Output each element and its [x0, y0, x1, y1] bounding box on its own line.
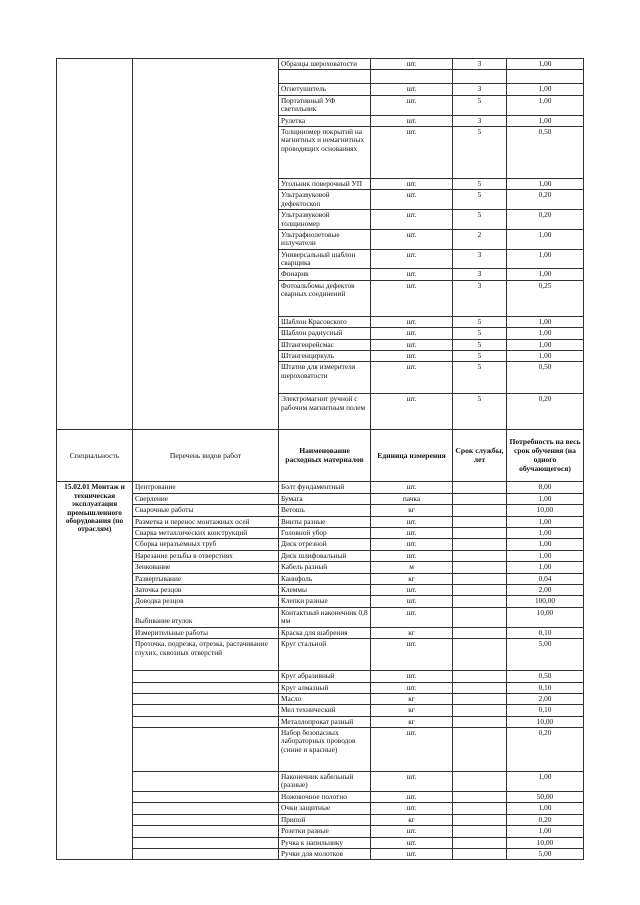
material-cell: Штангенрейсмас	[279, 339, 371, 350]
work-cell: Центрование	[133, 482, 279, 493]
table-header-row	[57, 430, 584, 482]
term-cell	[453, 527, 507, 538]
need-cell: 1,00	[507, 115, 584, 126]
unit-cell: шт.	[371, 792, 453, 803]
material-cell: Канифоль	[279, 573, 371, 584]
term-cell: 5	[453, 190, 507, 210]
material-cell: Клепки разные	[279, 596, 371, 607]
term-cell: 5	[453, 95, 507, 115]
term-cell	[453, 627, 507, 638]
term-cell	[453, 705, 507, 716]
need-cell: 10,00	[507, 837, 584, 848]
need-cell: 1,00	[507, 328, 584, 339]
need-cell: 1,00	[507, 316, 584, 327]
material-cell: Масло	[279, 693, 371, 704]
material-cell: Наконечник кабельный (разные)	[279, 772, 371, 792]
table-row	[57, 814, 584, 825]
work-cell	[133, 705, 279, 716]
unit-cell: шт.	[371, 772, 453, 792]
table-row	[57, 826, 584, 837]
table-row	[57, 584, 584, 595]
work-cell: Доводка резцов	[133, 596, 279, 607]
table-row	[57, 837, 584, 848]
term-cell: 3	[453, 115, 507, 126]
need-cell: 0,25	[507, 280, 584, 316]
material-cell: Круг стальной	[279, 639, 371, 671]
table-row	[57, 671, 584, 682]
unit-cell: шт.	[371, 394, 453, 430]
need-cell: 1,00	[507, 84, 584, 95]
material-cell: Угольник поверочный УП	[279, 178, 371, 189]
work-cell: Выбивание втулок	[133, 607, 279, 627]
unit-cell: кг	[371, 705, 453, 716]
need-cell: 1,00	[507, 249, 584, 269]
materials-table	[56, 58, 584, 860]
material-cell: Фотоальбомы дефектов сварных соединений	[279, 280, 371, 316]
term-cell	[453, 682, 507, 693]
need-cell: 0,20	[507, 728, 584, 772]
unit-cell: шт.	[371, 671, 453, 682]
need-cell: 10,00	[507, 607, 584, 627]
unit-cell: шт.	[371, 596, 453, 607]
work-cell: Сварка металлических конструкций	[133, 527, 279, 538]
material-cell: Металлопрокат разный	[279, 716, 371, 727]
header-works: Перечень видов работ	[133, 430, 279, 482]
term-cell	[453, 693, 507, 704]
unit-cell: пачка	[371, 493, 453, 504]
work-cell: Заточка резцов	[133, 584, 279, 595]
unit-cell: шт.	[371, 584, 453, 595]
term-cell	[453, 837, 507, 848]
material-cell: Ультразвуковой дефектоскоп	[279, 190, 371, 210]
term-cell: 5	[453, 178, 507, 189]
table-row	[57, 493, 584, 504]
material-cell: Диск шлифовальный	[279, 550, 371, 561]
unit-cell: шт.	[371, 95, 453, 115]
term-cell	[453, 505, 507, 516]
material-cell: Винты разные	[279, 516, 371, 527]
term-cell: 5	[453, 316, 507, 327]
unit-cell: шт.	[371, 539, 453, 550]
term-cell	[453, 716, 507, 727]
term-cell	[453, 539, 507, 550]
term-cell	[453, 596, 507, 607]
term-cell: 3	[453, 59, 507, 70]
term-cell: 5	[453, 126, 507, 178]
unit-cell: шт.	[371, 682, 453, 693]
material-cell: Универсальный шаблон сварщика	[279, 249, 371, 269]
need-cell: 1,00	[507, 772, 584, 792]
unit-cell: шт.	[371, 316, 453, 327]
unit-cell: кг	[371, 573, 453, 584]
unit-cell: шт.	[371, 249, 453, 269]
material-cell: Розетки разные	[279, 826, 371, 837]
unit-cell: шт.	[371, 527, 453, 538]
unit-cell: шт.	[371, 550, 453, 561]
term-cell	[453, 814, 507, 825]
material-cell: Припой	[279, 814, 371, 825]
term-cell: 3	[453, 84, 507, 95]
material-cell: Кабель разный	[279, 562, 371, 573]
term-cell	[453, 728, 507, 772]
table-row	[57, 516, 584, 527]
header-unit: Единица измерения	[371, 430, 453, 482]
material-cell: Ручка к напильнику	[279, 837, 371, 848]
need-cell: 2,00	[507, 693, 584, 704]
need-cell: 1,00	[507, 516, 584, 527]
material-cell: Очки защитные	[279, 803, 371, 814]
work-cell	[133, 849, 279, 860]
material-cell: Круг абразивный	[279, 671, 371, 682]
term-cell	[453, 550, 507, 561]
work-cell	[133, 693, 279, 704]
work-cell: Измерительные работы	[133, 627, 279, 638]
term-cell: 5	[453, 362, 507, 394]
table-row	[57, 527, 584, 538]
term-cell: 5	[453, 328, 507, 339]
work-cell: Разметка и перенос монтажных осей	[133, 516, 279, 527]
term-cell: 5	[453, 351, 507, 362]
material-cell: Шаблон радиусный	[279, 328, 371, 339]
unit-cell: шт.	[371, 190, 453, 210]
unit-cell: шт.	[371, 362, 453, 394]
work-cell	[133, 803, 279, 814]
table-row	[57, 539, 584, 550]
unit-cell: кг	[371, 814, 453, 825]
need-cell: 2,00	[507, 584, 584, 595]
table-row	[57, 505, 584, 516]
unit-cell: кг	[371, 693, 453, 704]
work-cell: Сборка неразъемных труб	[133, 539, 279, 550]
table-row	[57, 716, 584, 727]
need-cell: 1,00	[507, 339, 584, 350]
term-cell: 5	[453, 210, 507, 230]
unit-cell: шт.	[371, 639, 453, 671]
term-cell	[453, 70, 507, 84]
term-cell: 2	[453, 229, 507, 249]
header-term: Срок службы, лет	[453, 430, 507, 482]
material-cell: Огнетушитель	[279, 84, 371, 95]
material-cell: Ножовочное полотно	[279, 792, 371, 803]
table-row	[57, 59, 584, 70]
need-cell: 5,00	[507, 849, 584, 860]
need-cell: 1,00	[507, 493, 584, 504]
material-cell: Клеммы	[279, 584, 371, 595]
work-cell	[133, 671, 279, 682]
need-cell: 0,20	[507, 814, 584, 825]
table-row	[57, 607, 584, 627]
work-cell	[133, 826, 279, 837]
table-row	[57, 705, 584, 716]
need-cell: 0,10	[507, 627, 584, 638]
term-cell: 3	[453, 269, 507, 280]
material-cell	[279, 70, 371, 84]
need-cell: 1,00	[507, 351, 584, 362]
need-cell: 1,00	[507, 539, 584, 550]
need-cell: 1,00	[507, 562, 584, 573]
table-row	[57, 562, 584, 573]
table-row	[57, 803, 584, 814]
table-row	[57, 682, 584, 693]
material-cell: Головной убор	[279, 527, 371, 538]
need-cell: 0,50	[507, 671, 584, 682]
work-cell	[133, 772, 279, 792]
material-cell: Электромагнит ручной с рабочим магнитным полем	[279, 394, 371, 430]
work-cell	[133, 837, 279, 848]
work-cell	[133, 814, 279, 825]
term-cell	[453, 584, 507, 595]
term-cell	[453, 849, 507, 860]
term-cell	[453, 482, 507, 493]
term-cell	[453, 516, 507, 527]
material-cell: Штатив для измерителя шероховатости	[279, 362, 371, 394]
need-cell: 0,50	[507, 126, 584, 178]
work-cell	[133, 728, 279, 772]
unit-cell: шт.	[371, 84, 453, 95]
material-cell: Ветошь	[279, 505, 371, 516]
table-row	[57, 849, 584, 860]
unit-cell: шт.	[371, 328, 453, 339]
unit-cell: шт.	[371, 837, 453, 848]
work-cell: Нарезание резьбы в отверстиях	[133, 550, 279, 561]
unit-cell: кг	[371, 716, 453, 727]
unit-cell: шт.	[371, 115, 453, 126]
need-cell: 1,00	[507, 527, 584, 538]
need-cell: 0,20	[507, 210, 584, 230]
work-cell	[133, 792, 279, 803]
need-cell: 1,00	[507, 229, 584, 249]
work-cell: Сверление	[133, 493, 279, 504]
work-cell: Проточка, подрезка, отрезка, растачивание глухих, сквозных отверстий	[133, 639, 279, 671]
need-cell: 1,00	[507, 803, 584, 814]
need-cell: 0,04	[507, 573, 584, 584]
table-row	[57, 639, 584, 671]
specialty-cell-empty	[57, 59, 133, 430]
unit-cell: м	[371, 562, 453, 573]
term-cell: 3	[453, 280, 507, 316]
term-cell: 5	[453, 339, 507, 350]
work-cell	[133, 716, 279, 727]
material-cell: Краска для шабрения	[279, 627, 371, 638]
material-cell: Контактный наконечник 0,8 мм	[279, 607, 371, 627]
unit-cell: шт.	[371, 339, 453, 350]
term-cell	[453, 493, 507, 504]
need-cell: 5,00	[507, 639, 584, 671]
unit-cell: шт.	[371, 803, 453, 814]
unit-cell: шт.	[371, 482, 453, 493]
material-cell: Ультрафиолетовые излучатели	[279, 229, 371, 249]
term-cell	[453, 639, 507, 671]
material-cell: Шаблон Красовского	[279, 316, 371, 327]
need-cell	[507, 70, 584, 84]
unit-cell: шт.	[371, 826, 453, 837]
need-cell: 10,00	[507, 505, 584, 516]
work-cell: Зенкование	[133, 562, 279, 573]
unit-cell: шт.	[371, 728, 453, 772]
term-cell	[453, 772, 507, 792]
unit-cell: шт.	[371, 210, 453, 230]
material-cell: Толщиномер покрытий на магнитных и немагнитных проводящих основаниях	[279, 126, 371, 178]
material-cell: Мел технический	[279, 705, 371, 716]
material-cell: Ультразвуковой толщиномер	[279, 210, 371, 230]
unit-cell: шт.	[371, 178, 453, 189]
unit-cell: шт.	[371, 229, 453, 249]
unit-cell: шт.	[371, 351, 453, 362]
material-cell: Диск отрезной	[279, 539, 371, 550]
table-row	[57, 728, 584, 772]
need-cell: 0,50	[507, 362, 584, 394]
work-cell: Сварочные работы	[133, 505, 279, 516]
need-cell: 10,00	[507, 716, 584, 727]
need-cell: 0,10	[507, 682, 584, 693]
material-cell: Круг алмазный	[279, 682, 371, 693]
unit-cell: шт.	[371, 59, 453, 70]
table-row	[57, 550, 584, 561]
term-cell	[453, 562, 507, 573]
term-cell	[453, 573, 507, 584]
need-cell: 1,00	[507, 269, 584, 280]
unit-cell: шт.	[371, 269, 453, 280]
need-cell: 0,20	[507, 190, 584, 210]
material-cell: Рулетка	[279, 115, 371, 126]
table-row	[57, 693, 584, 704]
unit-cell: шт.	[371, 516, 453, 527]
unit-cell	[371, 70, 453, 84]
term-cell	[453, 671, 507, 682]
term-cell: 5	[453, 394, 507, 430]
need-cell: 1,00	[507, 178, 584, 189]
need-cell: 0,20	[507, 394, 584, 430]
header-specialty: Специальность	[57, 430, 133, 482]
need-cell: 1,00	[507, 826, 584, 837]
table-row	[57, 596, 584, 607]
material-cell: Ручки для молотков	[279, 849, 371, 860]
header-material: Наименование расходных материалов	[279, 430, 371, 482]
material-cell: Болт фундаментный	[279, 482, 371, 493]
work-cell: Развертывание	[133, 573, 279, 584]
material-cell: Портативный УФ светильник	[279, 95, 371, 115]
table-row	[57, 573, 584, 584]
need-cell: 8,00	[507, 482, 584, 493]
header-need: Потребность на весь срок обучения (на одного обучающегося)	[507, 430, 584, 482]
table-row	[57, 792, 584, 803]
unit-cell: шт.	[371, 607, 453, 627]
unit-cell: кг	[371, 627, 453, 638]
works-cell-empty	[133, 59, 279, 430]
term-cell	[453, 792, 507, 803]
specialty-cell: 15.02.01 Монтаж и техническая эксплуатация промышленного оборудования (по отраслям)	[57, 482, 133, 860]
need-cell: 1,00	[507, 550, 584, 561]
material-cell: Набор безопасных лабораторных проводов (синие и красные)	[279, 728, 371, 772]
term-cell	[453, 607, 507, 627]
material-cell: Фонарик	[279, 269, 371, 280]
table-row	[57, 482, 584, 493]
term-cell	[453, 803, 507, 814]
need-cell: 1,00	[507, 95, 584, 115]
work-cell	[133, 682, 279, 693]
need-cell: 100,00	[507, 596, 584, 607]
unit-cell: шт.	[371, 126, 453, 178]
term-cell: 3	[453, 249, 507, 269]
unit-cell: кг	[371, 505, 453, 516]
need-cell: 0,10	[507, 705, 584, 716]
material-cell: Штангенциркуль	[279, 351, 371, 362]
material-cell: Бумага	[279, 493, 371, 504]
table-row	[57, 772, 584, 792]
need-cell: 1,00	[507, 59, 584, 70]
unit-cell: шт.	[371, 849, 453, 860]
table-row	[57, 627, 584, 638]
term-cell	[453, 826, 507, 837]
material-cell: Образцы шероховатости	[279, 59, 371, 70]
unit-cell: шт.	[371, 280, 453, 316]
need-cell: 50,00	[507, 792, 584, 803]
